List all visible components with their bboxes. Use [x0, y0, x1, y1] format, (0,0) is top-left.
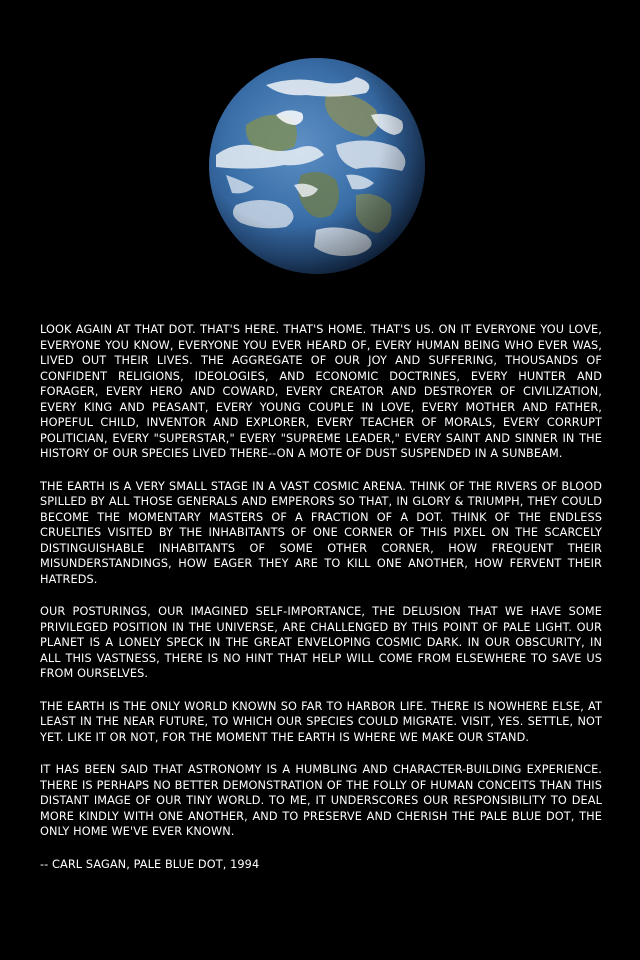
attribution: -- CARL SAGAN, PALE BLUE DOT, 1994 — [40, 857, 260, 871]
paragraph-5: IT HAS BEEN SAID THAT ASTRONOMY IS A HUMBLING AND CHARACTER-BUILDING EXPERIENCE. THERE IS PERHAPS NO BETTER DEMONSTRATION OF THE FOLLY OF HUMAN CONCEITS THAN THIS DISTANT IMAGE OF OUR TINY WORLD. TO ME, IT UNDERSCORES OUR RESPONSIBILITY TO DEAL MORE KINDLY WITH ONE ANOTHER, AND TO PRESERVE AND CHERISH THE PALE BLUE DOT, THE ONLY HOME WE'VE EVER KNOWN. — [40, 763, 602, 838]
paragraph-4: THE EARTH IS THE ONLY WORLD KNOWN SO FAR TO HARBOR LIFE. THERE IS NOWHERE ELSE, AT LEAST IN THE NEAR FUTURE, TO WHICH OUR SPECIES COULD MIGRATE. VISIT, YES. SETTLE, NOT YET. LIKE IT OR NOT, FOR THE MOMENT THE EARTH IS WHERE WE MAKE OUR STAND. — [40, 699, 602, 744]
earth-image — [206, 55, 428, 277]
paragraph-2: THE EARTH IS A VERY SMALL STAGE IN A VAST COSMIC ARENA. THINK OF THE RIVERS OF BLOOD SPILLED BY ALL THOSE GENERALS AND EMPERORS SO THAT, IN GLORY & TRIUMPH, THEY COULD BECOME THE MOMENTARY MASTERS OF A FRACTION OF A DOT. THINK OF THE ENDLESS CRUELTIES VISITED BY THE INHABITANTS OF ONE CORNER OF THIS PIXEL ON THE SCARCELY DISTINGUISHABLE INHABITANTS OF SOME OTHER CORNER, HOW FREQUENT THEIR MISUNDERSTANDINGS, HOW EAGER THEY ARE TO KILL ONE ANOTHER, HOW FERVENT THEIR HATREDS. — [40, 479, 602, 586]
earth-globe-icon — [206, 55, 428, 277]
paragraph-3: OUR POSTURINGS, OUR IMAGINED SELF-IMPORTANCE, THE DELUSION THAT WE HAVE SOME PRIVILEGED POSITION IN THE UNIVERSE, ARE CHALLENGED BY THIS POINT OF PALE LIGHT. OUR PLANET IS A LONELY SPECK IN THE GREAT ENVELOPING COSMIC DARK. IN OUR OBSCURITY, IN ALL THIS VASTNESS, THERE IS NO HINT THAT HELP WILL COME FROM ELSEWHERE TO SAVE US FROM OURSELVES. — [40, 605, 602, 680]
quote-text — [40, 322, 602, 889]
paragraph-1: LOOK AGAIN AT THAT DOT. THAT'S HERE. THAT'S HOME. THAT'S US. ON IT EVERYONE YOU LOVE, EVERYONE YOU KNOW, EVERYONE YOU EVER HEARD OF, EVERY HUMAN BEING WHO EVER WAS, LIVED OUT THEIR LIVES. THE AGGREGATE OF OUR JOY AND SUFFERING, THOUSANDS OF CONFIDENT RELIGIONS, IDEOLOGIES, AND ECONOMIC DOCTRINES, EVERY HUNTER AND FORAGER, EVERY HERO AND COWARD, EVERY CREATOR AND DESTROYER OF CIVILIZATION, EVERY KING AND PEASANT, EVERY YOUNG COUPLE IN LOVE, EVERY MOTHER AND FATHER, HOPEFUL CHILD, INVENTOR AND EXPLORER, EVERY TEACHER OF MORALS, EVERY CORRUPT POLITICIAN, EVERY "SUPERSTAR," EVERY "SUPREME LEADER," EVERY SAINT AND SINNER IN THE HISTORY OF OUR SPECIES LIVED THERE--ON A MOTE OF DUST SUSPENDED IN A SUNBEAM. — [40, 323, 602, 460]
